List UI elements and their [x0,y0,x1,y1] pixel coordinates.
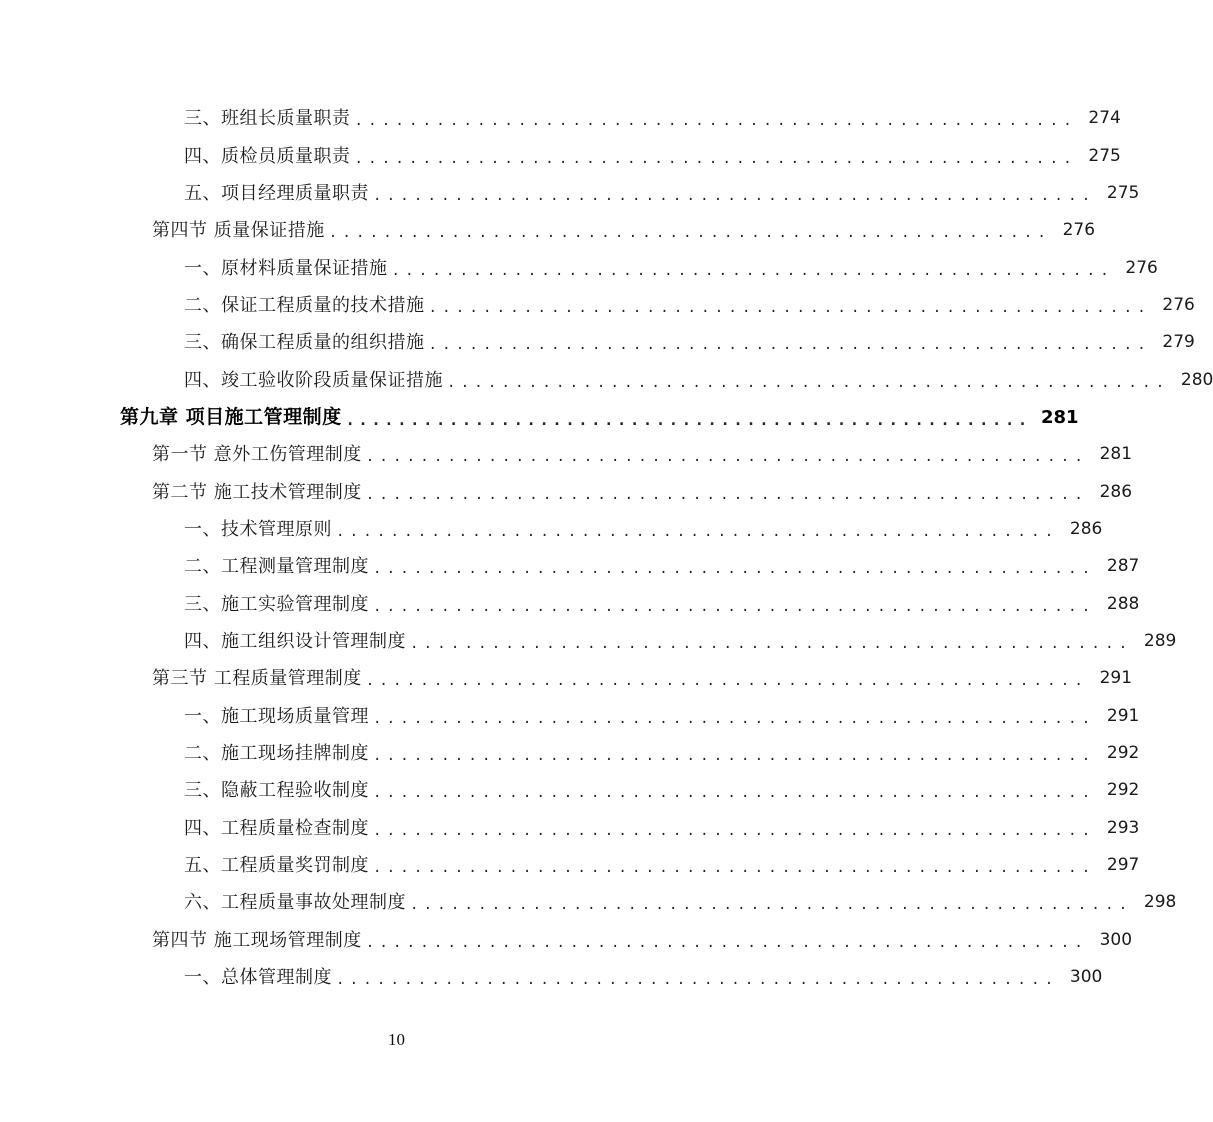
toc-entry-label: 第四节 施工现场管理制度 [152,929,362,951]
toc-entry-label: 第一节 意外工伤管理制度 [152,444,362,466]
toc-entry-label: 一、技术管理原则 [184,518,332,540]
toc-dot-leader: ..................................................... [373,748,1096,765]
page-number: 10 [388,1030,405,1049]
toc-entry-item[interactable] [0,698,1140,735]
toc-entry-item[interactable] [0,100,1121,137]
toc-entry-item[interactable] [0,884,1177,921]
toc-entry-item[interactable] [0,623,1177,660]
toc-entry-item[interactable] [0,847,1140,884]
toc-entry-page-number: 292 [1106,780,1140,801]
toc-entry-item[interactable] [0,137,1121,174]
toc-entry-label: 三、施工实验管理制度 [184,593,369,615]
toc-entry-section[interactable] [0,212,1096,249]
toc-entry-label: 第二节 施工技术管理制度 [152,481,362,503]
toc-dot-leader: ..................................................... [373,860,1096,877]
toc-dot-leader: ..................................................... [354,113,1077,130]
toc-entry-section[interactable] [0,473,1133,510]
toc-dot-leader: ..................................................... [373,561,1096,578]
toc-entry-label: 四、质检员质量职责 [184,145,351,167]
toc-entry-page-number: 286 [1069,518,1103,539]
toc-entry-page-number: 276 [1162,294,1195,315]
toc-entry-page-number: 297 [1106,855,1140,876]
toc-entry-page-number: 291 [1106,705,1140,726]
toc-dot-leader: ..................................................... [373,822,1096,839]
toc-entry-label: 一、原材料质量保证措施 [184,257,388,279]
toc-entry-page-number: 281 [1040,406,1079,428]
table-of-contents [0,100,1213,996]
toc-dot-leader: ..................................................... [447,374,1170,391]
toc-entry-item[interactable] [0,175,1140,212]
toc-entry-item[interactable] [0,361,1213,398]
toc-entry-item[interactable] [0,735,1140,772]
toc-entry-page-number: 298 [1143,892,1177,913]
toc-entry-item[interactable] [0,585,1140,622]
toc-dot-leader: ..................................................... [336,972,1059,989]
toc-entry-page-number: 300 [1099,929,1133,950]
toc-entry-section[interactable] [0,922,1133,959]
toc-entry-label: 四、施工组织设计管理制度 [184,630,406,652]
toc-dot-leader: ..................................................... [365,486,1089,503]
toc-entry-item[interactable] [0,287,1195,324]
toc-entry-section[interactable] [0,436,1133,473]
toc-dot-leader: ..................................................... [345,410,1031,429]
toc-entry-label: 六、工程质量事故处理制度 [184,892,406,914]
toc-dot-leader: ..................................................... [365,934,1089,951]
toc-entry-label: 三、班组长质量职责 [184,108,351,130]
toc-entry-item[interactable] [0,548,1140,585]
toc-entry-page-number: 291 [1099,668,1133,689]
toc-entry-item[interactable] [0,511,1103,548]
toc-entry-label: 五、工程质量奖罚制度 [184,855,369,877]
toc-dot-leader: ..................................................... [373,187,1096,204]
toc-entry-page-number: 293 [1106,817,1140,838]
toc-entry-label: 四、工程质量检查制度 [184,817,369,839]
toc-entry-label: 二、施工现场挂牌制度 [184,743,369,765]
toc-entry-label: 一、施工现场质量管理 [184,705,369,727]
toc-entry-label: 第三节 工程质量管理制度 [152,668,362,690]
toc-dot-leader: ..................................................... [373,710,1096,727]
toc-entry-label: 第九章 项目施工管理制度 [120,405,342,428]
toc-dot-leader: ..................................................... [365,673,1089,690]
toc-entry-item[interactable] [0,810,1140,847]
toc-entry-item[interactable] [0,772,1140,809]
toc-entry-item[interactable] [0,324,1195,361]
toc-dot-leader: ..................................................... [373,785,1096,802]
toc-entry-page-number: 289 [1143,630,1177,651]
toc-entry-item[interactable] [0,959,1103,996]
toc-dot-leader: ..................................................... [365,449,1089,466]
toc-entry-label: 二、保证工程质量的技术措施 [184,294,425,316]
toc-dot-leader: ..................................................... [410,897,1133,914]
toc-entry-page-number: 286 [1099,481,1133,502]
toc-entry-page-number: 274 [1088,108,1121,129]
toc-dot-leader: ..................................................... [336,523,1059,540]
toc-dot-leader: ..................................................... [328,225,1052,242]
toc-entry-page-number: 288 [1106,593,1140,614]
toc-entry-page-number: 281 [1099,444,1133,465]
toc-dot-leader: ..................................................... [410,635,1133,652]
toc-entry-page-number: 292 [1106,743,1140,764]
toc-dot-leader: ..................................................... [428,337,1151,354]
toc-entry-page-number: 279 [1162,332,1195,353]
toc-dot-leader: ..................................................... [391,262,1114,279]
toc-entry-page-number: 280 [1180,369,1213,390]
toc-entry-section[interactable] [0,660,1133,697]
toc-entry-page-number: 276 [1062,220,1096,241]
toc-dot-leader: ..................................................... [354,150,1077,167]
toc-dot-leader: ..................................................... [373,598,1096,615]
toc-entry-label: 四、竣工验收阶段质量保证措施 [184,369,443,391]
toc-entry-label: 一、总体管理制度 [184,967,332,989]
toc-entry-page-number: 275 [1088,145,1121,166]
toc-dot-leader: ..................................................... [428,299,1151,316]
toc-entry-item[interactable] [0,249,1158,286]
toc-entry-chapter[interactable] [0,399,1079,436]
toc-entry-label: 三、隐蔽工程验收制度 [184,780,369,802]
toc-entry-label: 三、确保工程质量的组织措施 [184,332,425,354]
toc-entry-page-number: 275 [1106,182,1140,203]
toc-entry-page-number: 276 [1125,257,1158,278]
toc-entry-label: 二、工程测量管理制度 [184,556,369,578]
toc-entry-page-number: 300 [1069,967,1103,988]
toc-entry-label: 第四节 质量保证措施 [152,220,325,242]
toc-entry-label: 五、项目经理质量职责 [184,182,369,204]
toc-entry-page-number: 287 [1106,556,1140,577]
